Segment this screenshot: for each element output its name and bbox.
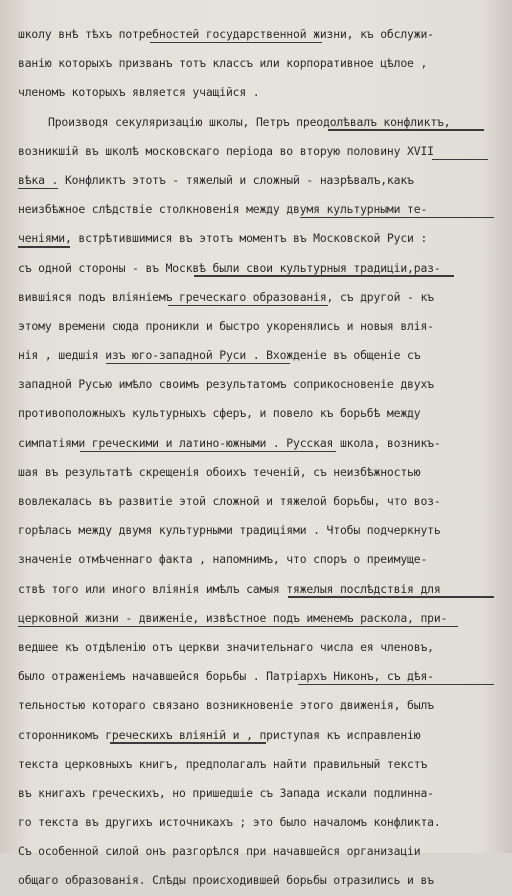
text-line: ствѣ того или иного вліянія имѣлъ самыя тяжелыя послѣдствія для (18, 575, 494, 604)
text-line: общаго образованія. Слѣды происходившей борьбы отразились и въ (18, 873, 434, 888)
text-line: въ книгахъ греческихъ, но пришедшіе съ Запада искали подлинна- (18, 785, 434, 800)
text-line: членомъ которыхъ является учащійся . (18, 85, 260, 100)
text-line: съ одной стороны - въ Москвѣ были свои культурныя традиціи,раз- (18, 254, 494, 283)
text-line: Съ особенной силой онъ разгорѣлся при начавшейся организаціи (18, 844, 421, 859)
text-line: значеніе отмѣченнаго факта , напомнимъ, что споръ о преимуще- (18, 552, 428, 567)
text-line: Производя секуляризацію школы, Петръ преодолѣвалъ конфликтъ, (18, 108, 494, 137)
text-line: вившіяся подъ вліяніемъ греческаго образованія, съ другой - къ (18, 283, 494, 312)
text-line: церковной жизни - движеніе, извѣстное подъ именемъ раскола, при- (18, 604, 494, 633)
text-line: тельностью котораго связано возникновеніе этого движенія, былъ (18, 698, 434, 713)
text-line: симпатіями греческими и латино-южными . Русская школа, возникъ- (18, 429, 494, 458)
text-line: западной Русью имѣло своимъ результатомъ соприкосновеніе двухъ (18, 377, 434, 392)
text-line: вовлекалась въ развитіе этой сложной и тяжелой борьбы, что воз- (18, 494, 441, 508)
text-line: нія , шедшія изъ юго-западной Руси . Вхожденіе въ общеніе съ (18, 341, 494, 370)
text-line: противоположныхъ культурныхъ сферъ, и повело къ борьбѣ между (18, 406, 421, 421)
text-line: вѣка . Конфликтъ этотъ - тяжелый и сложный - назрѣвалъ,какъ (18, 166, 494, 195)
text-line: неизбѣжное слѣдствіе столкновенія между двумя культурными те- (18, 195, 494, 224)
text-line: го текста въ другихъ источникахъ ; это было началомъ конфликта. (18, 815, 441, 830)
text-line: шая въ результатѣ скрещенія обоихъ теченій, съ неизбѣжностью (18, 464, 421, 479)
text-line: ведшее къ отдѣленію отъ церкви значительнаго числа ея членовъ, (18, 639, 434, 654)
text-line: ванію которыхъ призванъ тотъ классъ или корпоративное цѣлое , (18, 56, 428, 71)
text-line: сторонникомъ греческихъ вліяній и , приступая къ исправленію (18, 721, 494, 750)
text-line: горѣлась между двумя культурными традиціями . Чтобы подчеркнуть (18, 523, 441, 538)
text-line: было отраженіемъ начавшейся борьбы . Патріархъ Никонъ, съ дѣя- (18, 662, 494, 691)
text-line: школу внѣ тѣхъ потребностей государственной жизни, къ обслужи- (18, 20, 494, 49)
text-line: возникшій въ школѣ московскаго періода во вторую половину XVII (18, 137, 494, 166)
text-line: текста церковныхъ книгъ, предполагалъ найти правильный текстъ (18, 756, 428, 771)
text-line: ченіями, встрѣтившимися въ этотъ моментъ въ Московской Руси : (18, 224, 494, 253)
text-line: этому времени сюда проникли и быстро укоренялись и новыя влія- (18, 318, 434, 333)
